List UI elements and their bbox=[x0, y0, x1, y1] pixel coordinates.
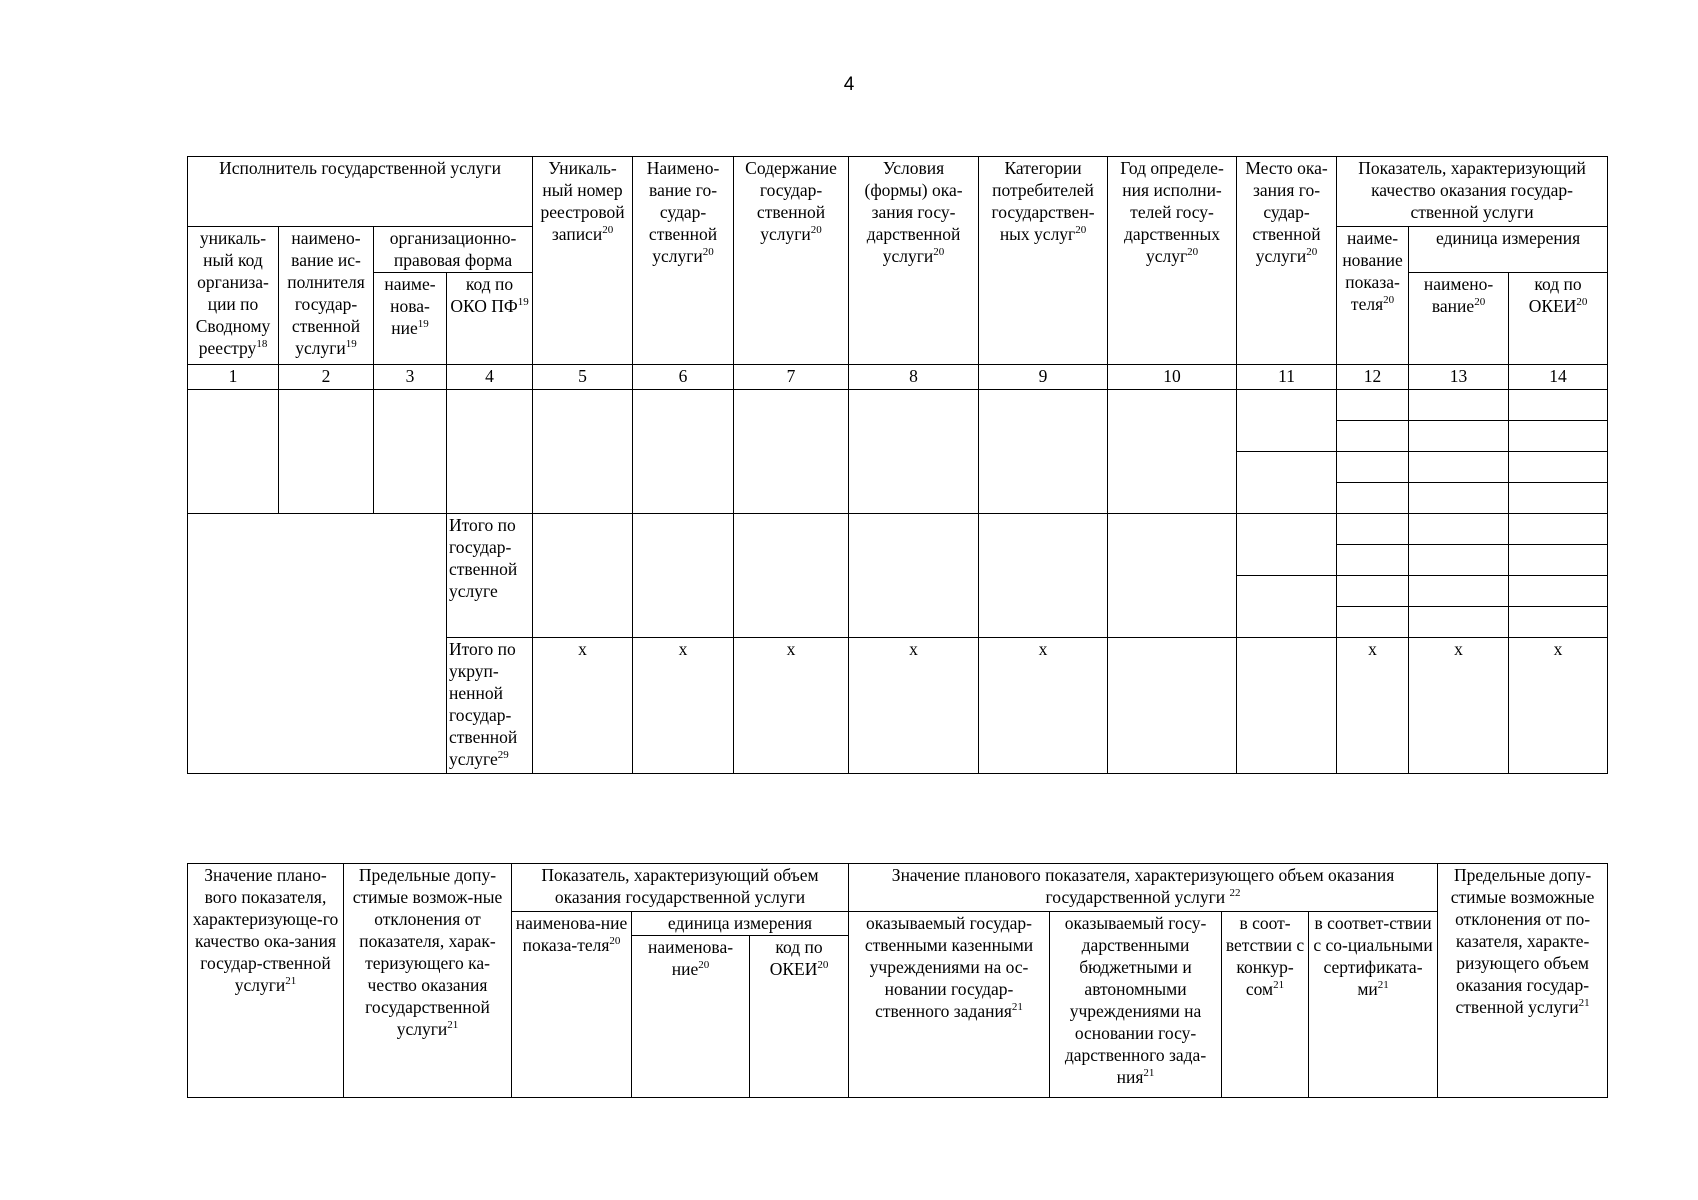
data-cell bbox=[1409, 452, 1509, 483]
header-unit-name: наименова-ние$^{20}$ bbox=[632, 936, 750, 1098]
header-service-name: Наимено-вание го-судар-ственной услуги$^{20}$ bbox=[633, 157, 734, 365]
total-service-label: Итого по государ-ственной услуге bbox=[447, 514, 533, 638]
header-place: Место ока-зания го-судар-ственной услуги$^{20}$ bbox=[1237, 157, 1337, 365]
header-okopf-code: код по ОКО ПФ$^{19}$ bbox=[447, 273, 533, 365]
column-number: 13 bbox=[1409, 365, 1509, 390]
header-indicator-name: наименова-ние показа-теля$^{20}$ bbox=[512, 912, 632, 1098]
x-mark: x bbox=[633, 638, 734, 774]
data-cell bbox=[1337, 545, 1409, 576]
data-cell bbox=[1337, 421, 1409, 452]
header-conditions: Условия (формы) ока-зания госу-дарственной услуги$^{20}$ bbox=[849, 157, 979, 365]
x-mark: x bbox=[1337, 638, 1409, 774]
data-cell bbox=[1108, 514, 1237, 638]
column-number: 7 bbox=[734, 365, 849, 390]
data-cell bbox=[1337, 607, 1409, 638]
header-competition: в соот-ветствии с конкур-сом$^{21}$ bbox=[1222, 912, 1309, 1098]
column-number: 11 bbox=[1237, 365, 1337, 390]
data-cell bbox=[1509, 421, 1608, 452]
blank-area bbox=[188, 514, 447, 774]
x-mark: x bbox=[1409, 638, 1509, 774]
column-number: 1 bbox=[188, 365, 279, 390]
data-cell bbox=[1509, 545, 1608, 576]
header-volume-indicator: Показатель, характеризующий объем оказания государственной услуги bbox=[512, 864, 849, 912]
data-cell bbox=[1108, 638, 1237, 774]
header-unit-name: наимено-вание$^{20}$ bbox=[1409, 273, 1509, 365]
header-unit: единица измерения bbox=[632, 912, 849, 936]
data-cell bbox=[1509, 607, 1608, 638]
header-year: Год определе-ния исполни-телей госу-дарственных услуг$^{20}$ bbox=[1108, 157, 1237, 365]
x-mark: x bbox=[849, 638, 979, 774]
data-cell bbox=[188, 390, 279, 514]
data-cell bbox=[1409, 607, 1509, 638]
data-cell bbox=[533, 390, 633, 514]
data-cell bbox=[1509, 390, 1608, 421]
x-mark: x bbox=[734, 638, 849, 774]
column-number: 2 bbox=[279, 365, 374, 390]
header-state-institutions: оказываемый государ-ственными казенными учреждениями на ос-новании государ-ственного задания$^{21}$ bbox=[849, 912, 1050, 1098]
data-cell bbox=[849, 390, 979, 514]
data-cell bbox=[734, 390, 849, 514]
data-cell bbox=[1108, 390, 1237, 514]
x-mark: x bbox=[979, 638, 1108, 774]
data-cell bbox=[1409, 483, 1509, 514]
data-cell bbox=[1237, 638, 1337, 774]
header-plan-quality: Значение плано-вого показателя, характеризующе-го качество ока-зания государ-ственной услуги$^{21}$ bbox=[188, 864, 344, 1098]
data-cell bbox=[1337, 452, 1409, 483]
total-enlarged-label: Итого по укруп-ненной государ-ственной услуге$^{29}$ bbox=[447, 638, 533, 774]
data-cell bbox=[633, 390, 734, 514]
data-cell bbox=[1509, 452, 1608, 483]
column-number: 3 bbox=[374, 365, 447, 390]
column-number: 4 bbox=[447, 365, 533, 390]
data-cell bbox=[979, 390, 1108, 514]
header-indicator-name: наиме-нование показа-теля$^{20}$ bbox=[1337, 227, 1409, 365]
header-okei-code: код по ОКЕИ$^{20}$ bbox=[1509, 273, 1608, 365]
column-number: 6 bbox=[633, 365, 734, 390]
header-service-content: Содержание государ-ственной услуги$^{20}$ bbox=[734, 157, 849, 365]
column-number: 9 bbox=[979, 365, 1108, 390]
header-deviation-volume: Предельные допу-стимые возможные отклонения от по-казателя, характе-ризующего объем оказания государ-ственной услуги$^{21}$ bbox=[1438, 864, 1608, 1098]
data-cell bbox=[447, 390, 533, 514]
column-number: 8 bbox=[849, 365, 979, 390]
header-legal-form: организационно-правовая форма bbox=[374, 227, 533, 273]
data-cell bbox=[849, 514, 979, 638]
header-unique-number: Уникаль-ный номер реестровой записи$^{20}$ bbox=[533, 157, 633, 365]
volume-table bbox=[187, 863, 1608, 1098]
data-cell bbox=[734, 514, 849, 638]
data-cell bbox=[633, 514, 734, 638]
data-cell bbox=[1409, 576, 1509, 607]
data-cell bbox=[1237, 514, 1337, 576]
column-number: 5 bbox=[533, 365, 633, 390]
data-cell bbox=[279, 390, 374, 514]
column-number: 14 bbox=[1509, 365, 1608, 390]
column-number: 12 bbox=[1337, 365, 1409, 390]
services-table bbox=[187, 156, 1608, 774]
header-quality-indicator: Показатель, характеризующий качество оказания государ-ственной услуги bbox=[1337, 157, 1608, 227]
data-cell bbox=[1237, 452, 1337, 514]
data-cell bbox=[979, 514, 1108, 638]
x-mark: x bbox=[533, 638, 633, 774]
data-cell bbox=[1409, 421, 1509, 452]
data-cell bbox=[1409, 390, 1509, 421]
header-unit: единица измерения bbox=[1409, 227, 1608, 273]
data-cell bbox=[1509, 514, 1608, 545]
page-number: 4 bbox=[843, 74, 855, 95]
header-plan-volume: Значение планового показателя, характеризующего объем оказания государственной услуги $^{22}$ bbox=[849, 864, 1438, 912]
data-cell bbox=[1237, 390, 1337, 452]
data-cell bbox=[1409, 545, 1509, 576]
header-executor-name: наимено-вание ис-полнителя государ-ственной услуги$^{19}$ bbox=[279, 227, 374, 365]
data-cell bbox=[1509, 576, 1608, 607]
data-cell bbox=[1337, 390, 1409, 421]
data-cell bbox=[1337, 514, 1409, 545]
column-number: 10 bbox=[1108, 365, 1237, 390]
data-cell bbox=[374, 390, 447, 514]
header-certificates: в соответ-ствии с со-циальными сертификата-$ми^{21}$ bbox=[1309, 912, 1438, 1098]
header-deviation-quality: Предельные допу-стимые возмож-ные отклонения от показателя, харак-теризующего ка-чество оказания государственной услуги$^{21}$ bbox=[344, 864, 512, 1098]
data-cell bbox=[1237, 576, 1337, 638]
x-mark: x bbox=[1509, 638, 1608, 774]
header-consumer-categories: Категории потребителей государствен-ных услуг$^{20}$ bbox=[979, 157, 1108, 365]
header-form-name: наиме-нова-ние$^{19}$ bbox=[374, 273, 447, 365]
header-executor: Исполнитель государственной услуги bbox=[188, 157, 533, 227]
data-cell bbox=[533, 514, 633, 638]
header-okei-code: код по ОКЕИ$^{20}$ bbox=[750, 936, 849, 1098]
data-cell bbox=[1509, 483, 1608, 514]
header-budget-institutions: оказываемый госу-дарственными бюджетными и автономными учреждениями на основании госу-дарственного зада-ния$^{21}$ bbox=[1050, 912, 1222, 1098]
data-cell bbox=[1409, 514, 1509, 545]
header-org-code: уникаль-ный код организа-ции по Сводному реестру$^{18}$ bbox=[188, 227, 279, 365]
data-cell bbox=[1337, 483, 1409, 514]
data-cell bbox=[1337, 576, 1409, 607]
